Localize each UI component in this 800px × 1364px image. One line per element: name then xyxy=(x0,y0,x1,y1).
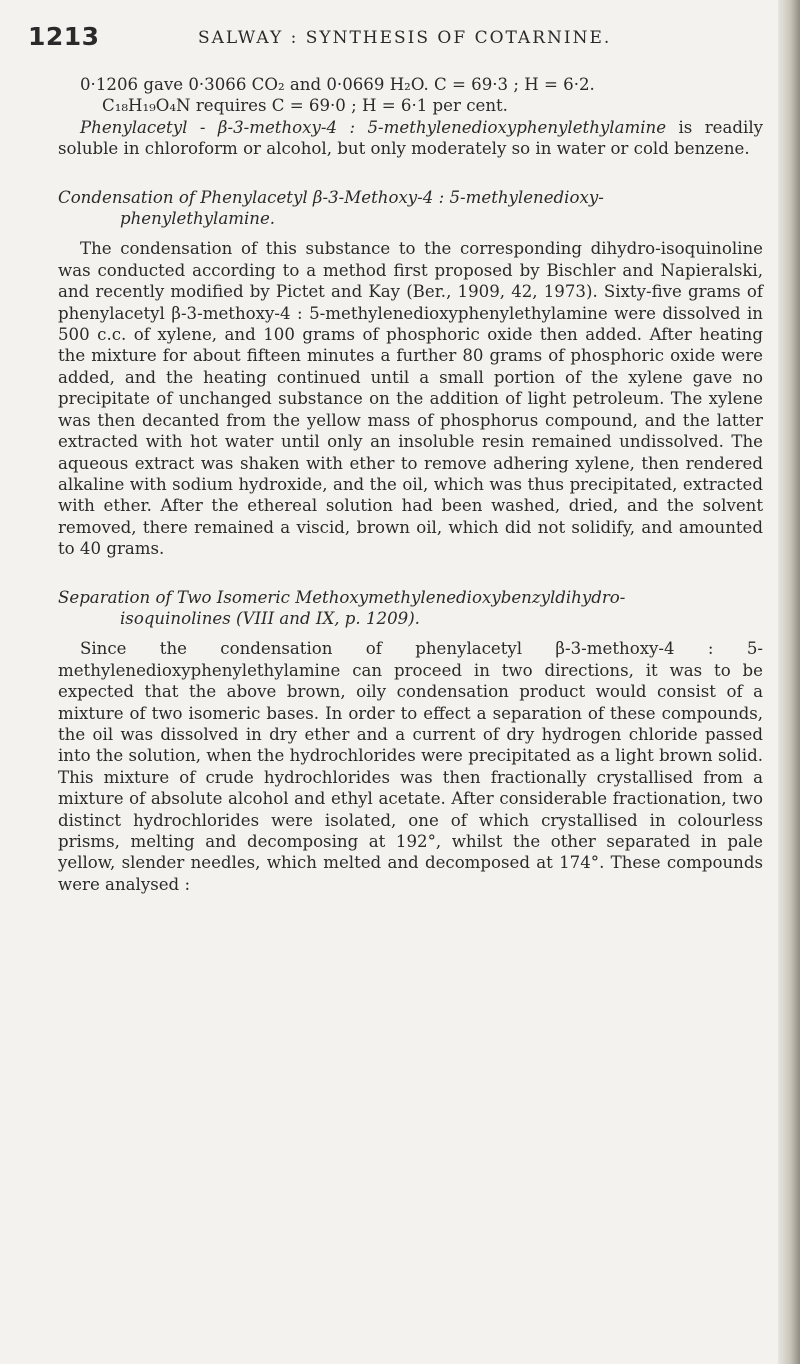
solubility-text: is readily soluble in chloroform or alcohol, but only moderately so in water or cold benzene. xyxy=(58,117,763,159)
solubility-paragraph xyxy=(58,117,763,160)
analysis-result-line: 0·1206 gave 0·3066 CO₂ and 0·0669 H₂O. C = 69·3 ; H = 6·2. xyxy=(80,75,595,94)
section-heading-condensation xyxy=(58,187,763,230)
section-heading-separation xyxy=(58,587,763,630)
section-heading-line: phenylethylamine. xyxy=(120,209,276,229)
spacer xyxy=(58,229,763,238)
page-edge-shadow xyxy=(778,0,800,1364)
spacer xyxy=(58,560,763,587)
condensation-paragraph: The condensation of this substance to the corresponding dihydro-isoquinoline was conducted according to a method first proposed by Bischler and Napieralski, and recently modified by Pictet and Kay (Ber., 1909, 42, 1973). Sixty-five grams of phenylacetyl β-3-methoxy-4 : 5-methylenedioxyphenylethylamine were dissolved in 500 c.c. of xylene, and 100 grams of phosphoric oxide then added. After heating the mixture for about fifteen minutes a further 80 grams of phosphoric oxide were added, and the heating continued until a small portion of the xylene gave no precipitate of unchanged substance on the addition of light petroleum. The xylene was then decanted from the yellow mass of phosphorus compound, and the latter extracted with hot water until only an insoluble resin remained undissolved. The aqueous extract was shaken with ether to remove adhering xylene, then rendered alkaline with sodium hydroxide, and the oil, which was thus precipitated, extracted with ether. After the ethereal solution had been washed, dried, and the solvent removed, there remained a viscid, brown oil, which did not solidify, and amounted to 40 grams. xyxy=(58,239,763,559)
section-heading-line: isoquinolines (VIII and IX, p. 1209). xyxy=(120,608,420,628)
article-body xyxy=(58,74,763,895)
section-heading-line: Condensation of Phenylacetyl β-3-Methoxy-4 : 5-methylenedioxy- xyxy=(58,187,604,207)
section-heading-line: Separation of Two Isomeric Methoxymethylenedioxybenzyldihydro- xyxy=(58,587,626,607)
compound-name: Phenylacetyl - β-3-methoxy-4 : 5-methylenedioxyphenylethylamine xyxy=(80,117,667,137)
page-number: 1213 xyxy=(28,22,100,51)
running-title: SALWAY : SYNTHESIS OF COTARNINE. xyxy=(198,28,612,48)
running-head xyxy=(28,22,768,52)
spacer xyxy=(58,160,763,187)
analysis-calculated-line xyxy=(80,95,763,116)
analysis-calculated-text: C₁₈H₁₉O₄N requires C = 69·0 ; H = 6·1 per cent. xyxy=(102,96,508,116)
spacer xyxy=(58,629,763,638)
separation-paragraph: Since the condensation of phenylacetyl β-3-methoxy-4 : 5-methylenedioxyphenylethylamine can proceed in two directions, it was to be expected that the above brown, oily condensation product would consist of a mixture of two isomeric bases. In order to effect a separation of these compounds, the oil was dissolved in dry ether and a current of dry hydrogen chloride passed into the solution, when the hydrochlorides were precipitated as a light brown solid. This mixture of crude hydrochlorides was then fractionally crystallised from a mixture of absolute alcohol and ethyl acetate. After considerable fractionation, two distinct hydrochlorides were isolated, one of which crystallised in colourless prisms, melting and decomposing at 192°, whilst the other separated in pale yellow, slender needles, which melted and decomposed at 174°. These compounds were analysed : xyxy=(58,639,763,894)
